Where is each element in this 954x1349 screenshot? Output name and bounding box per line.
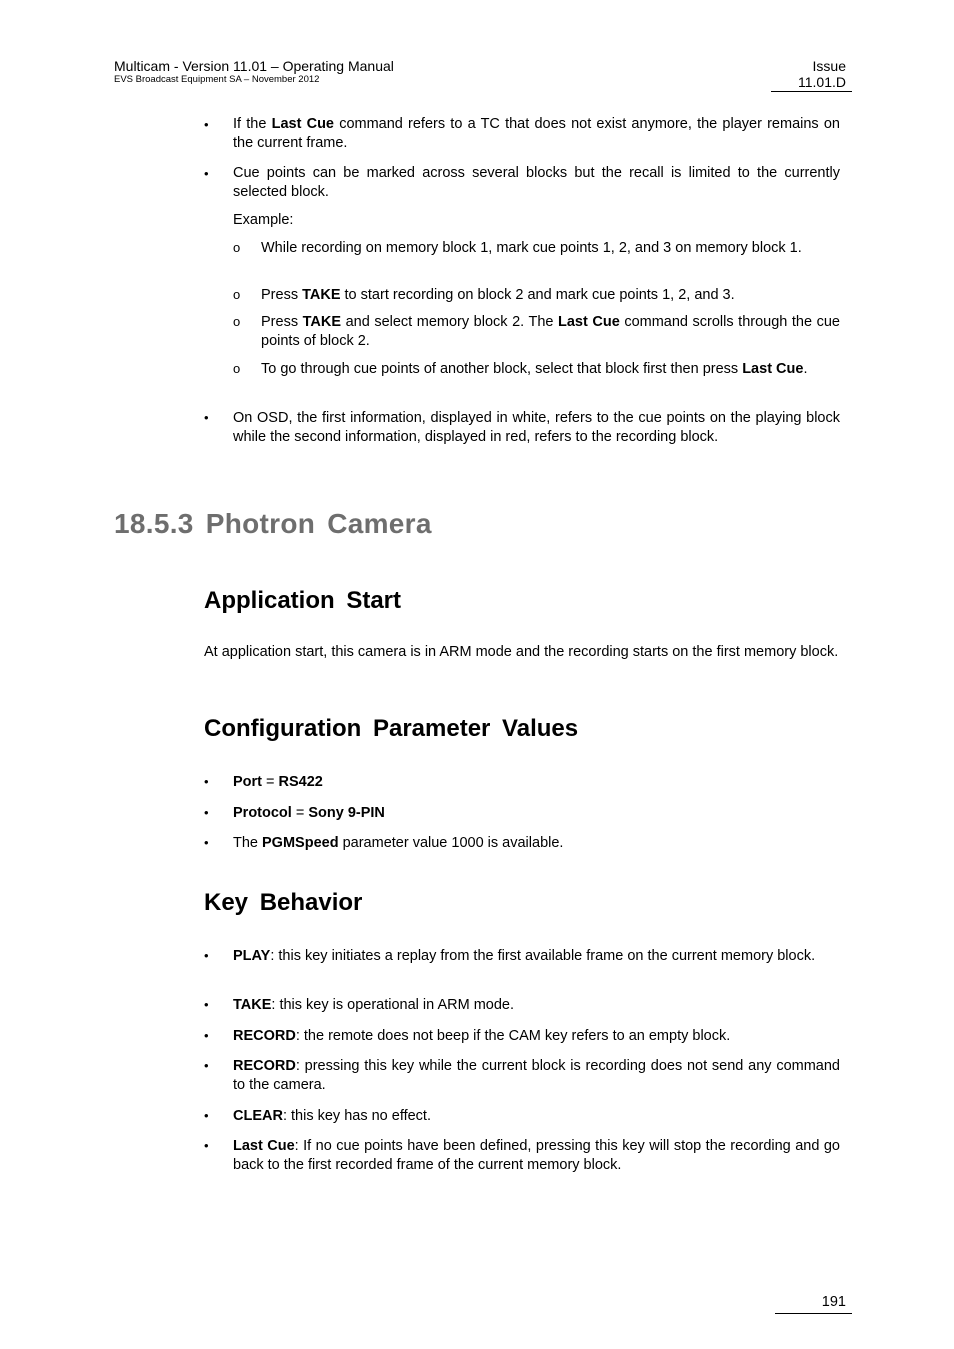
bullet-icon: • <box>204 948 209 963</box>
issue-block <box>798 58 846 90</box>
bullet-icon: • <box>204 410 209 425</box>
bullet-icon: • <box>204 117 209 132</box>
page-header <box>114 58 394 86</box>
section-title: 18.5.3 Photron Camera <box>114 508 432 539</box>
example-label: Example: <box>233 212 294 228</box>
sub-bullet-icon: o <box>233 361 241 376</box>
company-date: EVS Broadcast Equipment SA – November 2012 <box>114 74 320 85</box>
issue-number: 11.01.D <box>798 74 846 90</box>
list-item: To go through cue points of another block, select that block first then press Last Cue. <box>261 361 808 377</box>
heading-configuration: Configuration Parameter Values <box>204 715 579 742</box>
paragraph: At application start, this camera is in ARM mode and the recording starts on the first memory block. <box>204 644 839 660</box>
page-number: 191 <box>821 1294 846 1310</box>
bullet-icon: • <box>204 166 209 181</box>
list-item: On OSD, the first information, displayed in white, refers to the cue points on the playing block while the second information, displayed in red, refers to the recording block. <box>233 410 840 445</box>
list-item: Last Cue: If no cue points have been defined, pressing this key will stop the recording and go back to the first recorded frame of the current memory block. <box>233 1138 840 1173</box>
list-item: While recording on memory block 1, mark cue points 1, 2, and 3 on memory block 1. <box>261 240 802 256</box>
list-item: Cue points can be marked across several blocks but the recall is limited to the currently selected block. <box>233 165 840 200</box>
list-item: Press TAKE to start recording on block 2 and mark cue points 1, 2, and 3. <box>261 287 735 303</box>
bullet-icon: • <box>204 805 209 820</box>
list-item: Port = RS422 <box>233 774 323 790</box>
heading-application-start: Application Start <box>204 587 402 614</box>
sub-bullet-icon: o <box>233 314 241 329</box>
sub-bullet-icon: o <box>233 240 241 255</box>
sub-bullet-icon: o <box>233 287 241 302</box>
list-item: If the Last Cue command refers to a TC that does not exist anymore, the player remains on the current frame. <box>233 116 840 151</box>
issue-label: Issue <box>812 58 846 74</box>
bullet-icon: • <box>204 774 209 789</box>
list-item: Protocol = Sony 9-PIN <box>233 805 385 821</box>
list-item: CLEAR: this key has no effect. <box>233 1108 431 1124</box>
list-item: The PGMSpeed parameter value 1000 is available. <box>233 835 564 851</box>
list-item: PLAY: this key initiates a replay from the first available frame on the current memory block. <box>233 948 816 964</box>
list-item: TAKE: this key is operational in ARM mode. <box>233 997 514 1013</box>
list-item: RECORD: the remote does not beep if the CAM key refers to an empty block. <box>233 1028 731 1044</box>
header-rule <box>771 91 852 92</box>
bullet-icon: • <box>204 997 209 1012</box>
bullet-icon: • <box>204 1028 209 1043</box>
list-item: Press TAKE and select memory block 2. The Last Cue command scrolls through the cue points of block 2. <box>261 314 840 349</box>
bullet-icon: • <box>204 1058 209 1073</box>
footer-rule <box>775 1313 852 1314</box>
list-item: RECORD: pressing this key while the current block is recording does not send any command to the camera. <box>233 1058 840 1093</box>
bullet-icon: • <box>204 1138 209 1153</box>
manual-title: Multicam - Version 11.01 – Operating Manual <box>114 58 394 74</box>
bullet-icon: • <box>204 1108 209 1123</box>
bullet-icon: • <box>204 835 209 850</box>
heading-key-behavior: Key Behavior <box>204 889 363 916</box>
